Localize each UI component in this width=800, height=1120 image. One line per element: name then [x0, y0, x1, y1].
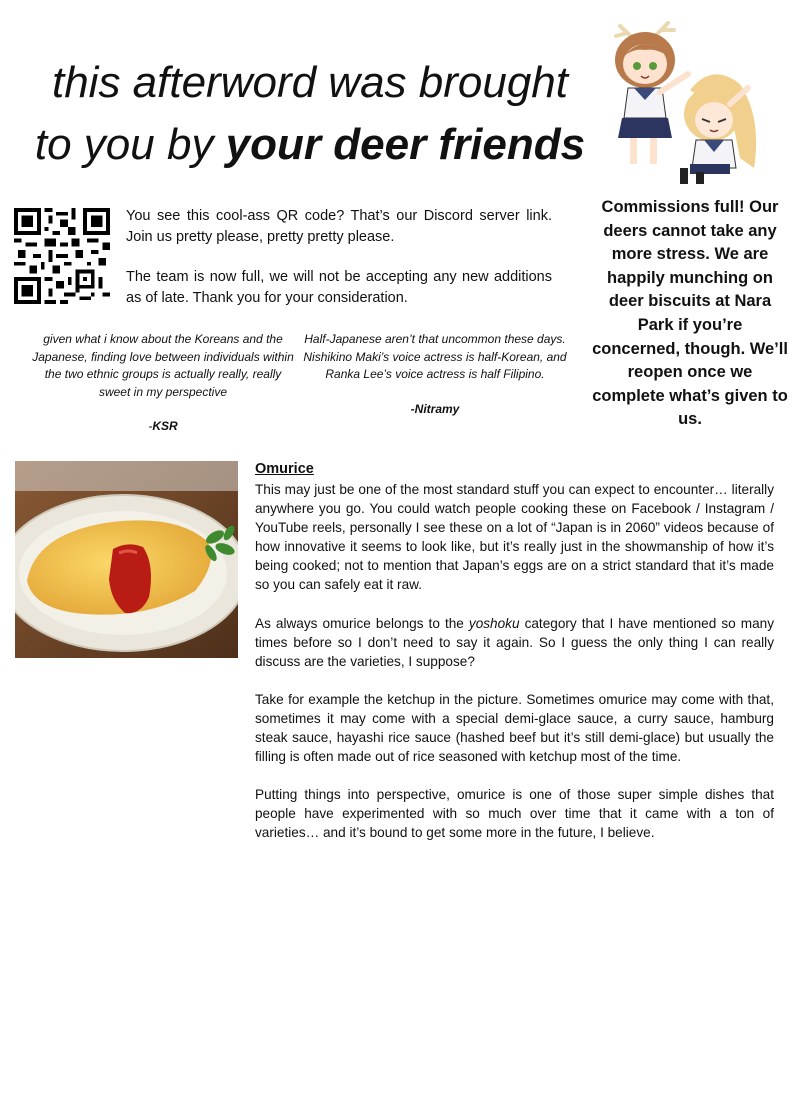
- intro-paragraph-2: The team is now full, we will not be accepting any new additions as of late. Thank you for your consideration.: [126, 269, 552, 306]
- quote-text: given what i know about the Koreans and the Japanese, finding love between individuals within the two ethnic groups is actually really, really sweet in my perspective: [32, 332, 294, 399]
- omurice-photo: [15, 461, 238, 658]
- article-paragraph-1: This may just be one of the most standard stuff you can expect to encounter… literally anywhere you go. You could watch people cooking these on Facebook / Instagram / YouTube reels, personally I see these on a lot of “Japan is in 2060” videos because of how innovative it seems to look like, but it’s really just in the showmanship of how it’s being cooked; not to mention that Japan’s eggs are on a strict standard that it’s made so you can safely eat it raw.: [255, 482, 774, 593]
- quote-nitramy: [302, 331, 568, 418]
- title-line-2: [20, 114, 600, 176]
- quote-author: -Nitramy: [410, 401, 460, 416]
- intro-paragraph-1: You see this cool-ass QR code? That’s our Discord server link. Join us pretty please, pretty pretty please.: [126, 208, 552, 245]
- discord-intro: [126, 206, 552, 328]
- title-line-1: this afterword was brought: [51, 58, 569, 107]
- quote-text: Half-Japanese aren’t that uncommon these days. Nishikino Maki’s voice actress is half-Korean, and Ranka Lee’s voice actress is half Filipino.: [303, 332, 567, 381]
- omurice-article: [255, 460, 774, 862]
- quote-author-prefix: -: [148, 419, 153, 433]
- title-line-2-prefix: to you by: [34, 120, 226, 169]
- article-heading: Omurice: [255, 461, 314, 477]
- p2-before: As always omurice belongs to the: [255, 615, 469, 631]
- commissions-notice: Commissions full! Our deers cannot take any more stress. We are happily munching on deer biscuits at Nara Park if you’re concerned, though. We’ll reopen once we complete what’s given to us.: [592, 198, 788, 429]
- title-line-2-bold: your deer friends: [225, 120, 586, 169]
- p2-after: category that I have mentioned so many times before so I don’t need to say it again. So I guess the only thing I can really discuss are the varieties, I suppose?: [255, 615, 774, 669]
- p2-emphasis: yoshoku: [468, 615, 520, 631]
- quote-ksr: [28, 331, 298, 436]
- discord-qr-code[interactable]: [14, 208, 110, 304]
- quote-author-name: KSR: [152, 419, 178, 433]
- article-paragraph-4: Putting things into perspective, omurice is one of those super simple dishes that people have experimented with so much over time that it came with a ton of varieties… and it’s bound to get some more in the future, I believe.: [255, 787, 774, 841]
- quote-author: [28, 418, 298, 436]
- article-paragraph-2: [255, 614, 774, 671]
- deer-mascot-illustration: [600, 18, 770, 186]
- article-paragraph-3: Take for example the ketchup in the picture. Sometimes omurice may come with that, sometimes it may come with a special demi-glace sauce, a curry sauce, hamburg steak sauce, hayashi rice sauce (hashed beef but it’s still demi-glace) but usually the filling is often made out of rice seasoned with ketchup most of the time.: [255, 691, 774, 765]
- page-title: [20, 52, 600, 176]
